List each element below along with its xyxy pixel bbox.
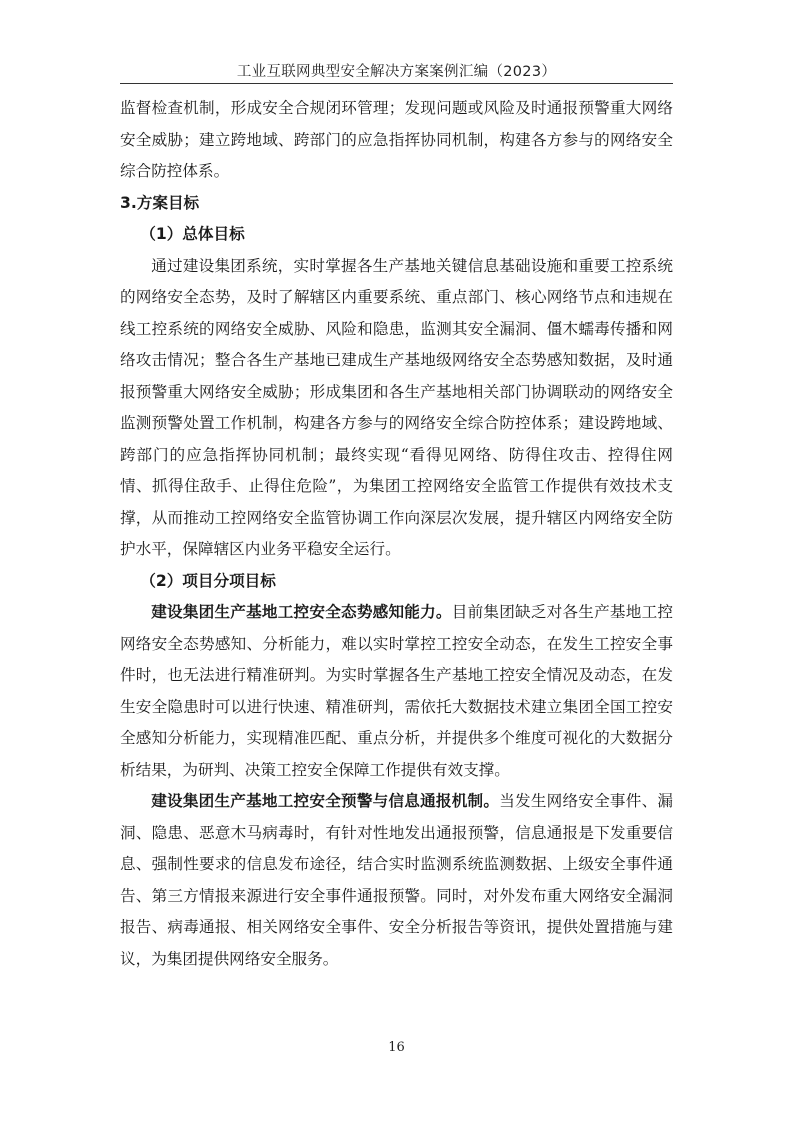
paragraph-continuation: 监督检查机制，形成安全合规闭环管理；发现问题或风险及时通报预警重大网络安全威胁；建立跨地域、跨部门的应急指挥协同机制，构建各方参与的网络安全综合防控体系。: [120, 99, 673, 180]
running-header: 工业互联网典型安全解决方案案例汇编（2023）: [236, 64, 557, 80]
paragraph-text: 目前集团缺乏对各生产基地工控网络安全态势感知、分析能力，难以实时掌控工控安全动态，在发生工控安全事件时，也无法进行精准研判。为实时掌握各生产基地工控安全情况及动态，在发生安全隐患时可以进行快速、精准研判，需依托大数据技术建立集团全国工控安全感知分析能力，实现精准匹配、重点分析，并提供多个维度可视化的大数据分析结果，为研判、决策工控安全保障工作提供有效支撑。: [120, 603, 673, 779]
subsection-heading-overall: （1）总体目标: [140, 225, 245, 243]
header-rule: [120, 83, 673, 84]
paragraph-early-warning: [120, 786, 673, 975]
paragraph-text: 当发生网络安全事件、漏洞、隐患、恶意木马病毒时，有针对性地发出通报预警，信息通报是下发重要信息、强制性要求的信息发布途径，结合实时监测系统监测数据、上级安全事件通告、第三方情报来源进行安全事件通报预警。同时，对外发布重大网络安全漏洞报告、病毒通报、相关网络安全事件、安全分析报告等资讯，提供处置措施与建议，为集团提供网络安全服务。: [120, 792, 673, 968]
paragraph-lead-bold: 建设集团生产基地工控安全态势感知能力。: [151, 603, 452, 621]
section-heading: 3.方案目标: [120, 193, 200, 212]
document-body: [120, 93, 673, 975]
paragraph-overall-goals: 通过建设集团系统，实时掌握各生产基地关键信息基础设施和重要工控系统的网络安全态势，及时了解辖区内重要系统、重点部门、核心网络节点和违规在线工控系统的网络安全威胁、风险和隐患，监测其安全漏洞、僵木蠕毒传播和网络攻击情况；整合各生产基地已建成生产基地级网络安全态势感知数据，及时通报预警重大网络安全威胁；形成集团和各生产基地相关部门协调联动的网络安全监测预警处置工作机制，构建各方参与的网络安全综合防控体系；建设跨地域、跨部门的应急指挥协同机制；最终实现“看得见网络、防得住攻击、控得住网情、抓得住敌手、止得住危险”，为集团工控网络安全监管工作提供有效技术支撑，从而推动工控网络安全监管协调工作向深层次发展，提升辖区内网络安全防护水平，保障辖区内业务平稳安全运行。: [120, 256, 673, 558]
page-number: 16: [388, 1040, 405, 1055]
paragraph-lead-bold: 建设集团生产基地工控安全预警与信息通报机制。: [151, 792, 500, 810]
paragraph-situational-awareness: [120, 597, 673, 786]
subsection-heading-itemized: （2）项目分项目标: [140, 571, 276, 590]
